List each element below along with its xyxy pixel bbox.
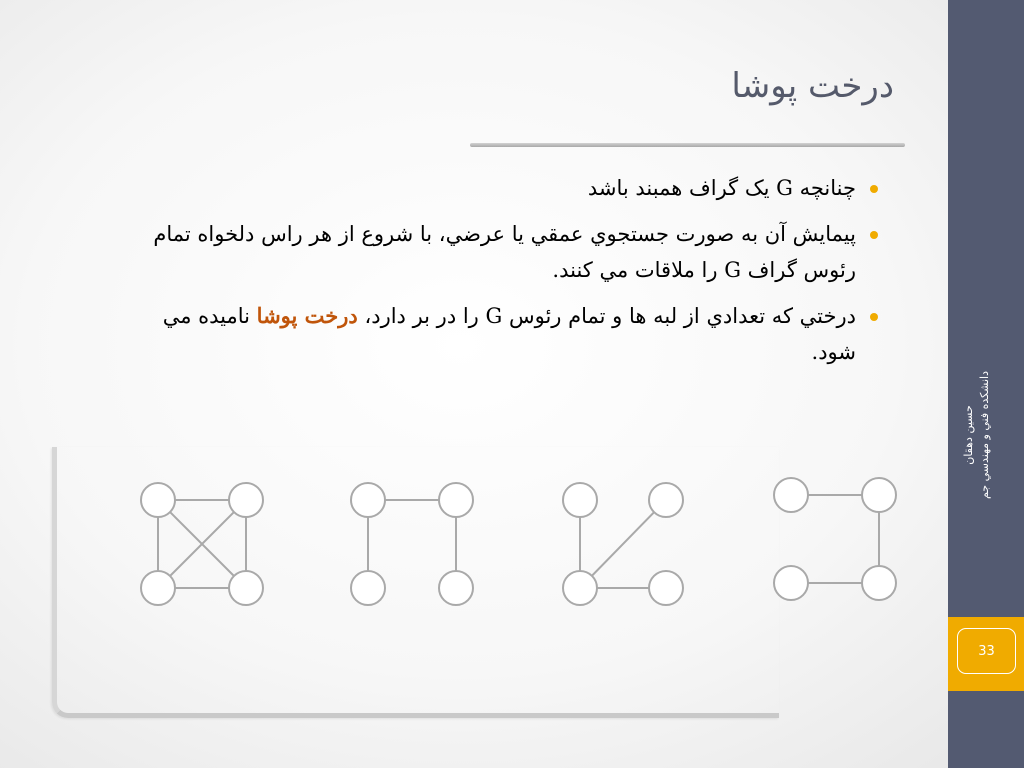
bullet-text: درختي که تعدادي از لبه ها و تمام رئوس G را در بر دارد،	[357, 304, 856, 328]
slide-title: درخت پوشا	[731, 66, 894, 106]
page-number: 33	[978, 643, 995, 659]
spanning-tree-path-icon	[351, 483, 473, 605]
title-underline	[470, 143, 905, 147]
bullet-text: چنانچه G یک گراف همبند باشد	[587, 176, 856, 200]
bullet-text: پيمايش آن به صورت جستجوي عمقي يا عرضي، با شروع از هر راس دلخواه تمام رئوس گراف G را ملاقات مي کنند.	[153, 222, 856, 282]
bullet-list	[120, 170, 880, 380]
graph-illustrations	[130, 470, 910, 620]
author-name: حسين دهقان	[962, 405, 975, 465]
bullet-item	[120, 170, 880, 206]
complete-graph-icon	[141, 483, 263, 605]
bullet-dot-icon	[870, 185, 878, 193]
bullet-dot-icon	[870, 313, 878, 321]
sidebar-caption	[961, 367, 1011, 503]
spanning-tree-star-icon	[563, 483, 683, 605]
bullet-text: ناميده مي شود.	[162, 304, 856, 364]
bullet-item	[120, 298, 880, 370]
bullet-item	[120, 216, 880, 288]
graphs-svg	[130, 470, 910, 620]
spanning-tree-c-shape-icon	[774, 478, 896, 600]
institution-name: دانشکده فني و مهندسي جم	[978, 370, 991, 500]
bullet-dot-icon	[870, 231, 878, 239]
highlight-term: درخت پوشا	[256, 303, 358, 328]
